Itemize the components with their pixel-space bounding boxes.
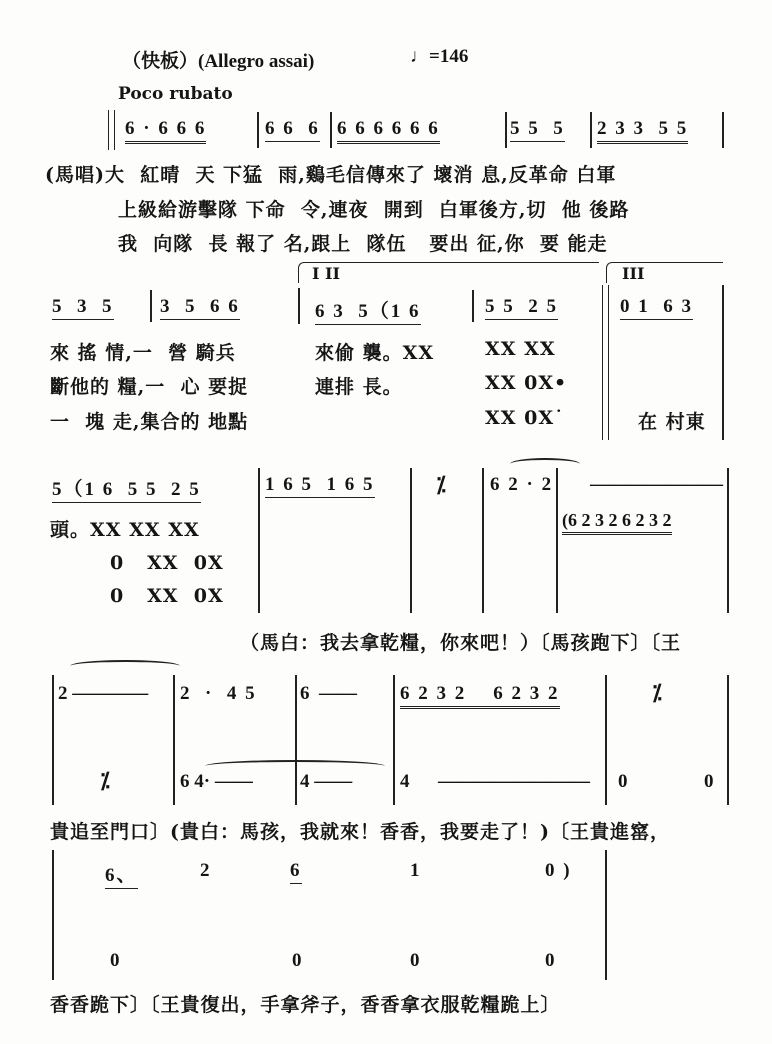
measure: 6 · 6 6 6 <box>125 118 206 144</box>
lyric: 連排 長。 <box>315 376 403 398</box>
barline <box>556 468 558 613</box>
measure: 0 1 6 3 <box>620 296 693 320</box>
measure: 3 5 6 6 <box>160 296 240 320</box>
metronome-mark: ♩=146 <box>410 46 469 67</box>
measure: 6 4· —— <box>180 771 253 792</box>
volta-label: I II <box>312 264 341 283</box>
lyric: 一 塊 走,集合的 地點 <box>50 411 249 433</box>
repeat-measure-sign: ⁒ <box>652 680 664 705</box>
lyric: 0 XX 0X <box>110 585 224 607</box>
barline <box>150 290 152 322</box>
measure: 6 2 · 2 <box>490 474 554 495</box>
stage-direction: 貴追至門口〕(貴白：馬孩，我就來！香香，我要走了！)〔王貴進窰， <box>50 821 670 843</box>
barline <box>295 675 297 805</box>
barline <box>605 675 607 805</box>
measure: 4 —— <box>300 771 353 792</box>
repeat-measure-sign: ⁒ <box>100 768 112 793</box>
lyric: 來偷 襲。XX <box>315 342 435 364</box>
measure: 2 · 4 5 <box>180 683 257 704</box>
measure: 6 6 6 6 6 6 <box>337 118 440 144</box>
rest: 0 <box>110 950 122 971</box>
barline <box>472 290 474 322</box>
measure: ——————— <box>590 474 723 495</box>
measure: 4 ———————— <box>400 771 590 792</box>
lyric: XX 0X˙ <box>485 407 565 429</box>
measure: 6 3 5（1 6 <box>315 296 421 325</box>
stage-direction: 香香跪下〕〔王貴復出，手拿斧子，香香拿衣服乾糧跪上〕 <box>50 994 561 1016</box>
measure: 5 3 5 <box>52 296 114 320</box>
tie <box>510 458 580 470</box>
lyric: 來 搖 情,一 營 騎兵 <box>50 342 236 364</box>
lyric-verse-2: 上級給游擊隊 下命 令,連夜 開到 白軍後方,切 他 後路 <box>118 199 630 221</box>
lyric: 頭。XX XX XX <box>50 519 200 541</box>
measure: 5（1 6 5 5 2 5 <box>52 474 201 503</box>
lyric: XX 0X• <box>485 372 568 394</box>
barline <box>173 675 175 805</box>
lyric: 在 村東 <box>638 411 706 433</box>
repeat-start-barline <box>108 110 115 150</box>
repeat-measure-sign: ⁒ <box>436 472 448 497</box>
barline <box>52 850 54 980</box>
barline <box>482 468 484 613</box>
note: 1 <box>410 860 422 881</box>
measure: 6 2 3 2 6 2 3 2 <box>400 683 560 709</box>
barline <box>257 112 259 148</box>
note: 2 <box>200 860 212 881</box>
rest: 0 <box>704 771 716 792</box>
measure: 6 —— <box>300 683 357 704</box>
measure: 5 5 5 <box>510 118 565 142</box>
tempo-marking: （快板）(Allegro assai) <box>122 51 315 72</box>
lyric: 0 XX 0X <box>110 552 224 574</box>
barline <box>410 468 412 613</box>
expression-marking: Poco rubato <box>118 84 233 104</box>
note: 0 ) <box>545 860 572 881</box>
rest: 0 <box>545 950 557 971</box>
barline <box>330 112 332 148</box>
volta-bracket <box>298 262 599 283</box>
measure: 2 ———— <box>58 683 149 704</box>
measure: 2 3 3 5 5 <box>597 118 688 144</box>
barline <box>298 288 300 324</box>
volta-label: III <box>622 264 645 283</box>
barline <box>52 675 54 805</box>
accompaniment: (6 2 3 2 6 2 3 2 <box>562 510 672 535</box>
note: 6 <box>290 860 302 884</box>
barline <box>258 468 260 613</box>
barline <box>722 285 724 440</box>
barline <box>722 112 724 148</box>
barline <box>605 850 607 980</box>
lyric: 斷他的 糧,一 心 要捉 <box>50 376 249 398</box>
lyric-verse-1: (馬唱)大 紅晴 天 下猛 雨,鷄毛信傳來了 壞消 息,反革命 白軍 <box>45 164 617 186</box>
stage-direction: （馬白：我去拿乾糧，你來吧！）〔馬孩跑下〕〔王 <box>240 632 682 654</box>
barline <box>505 112 507 148</box>
barline <box>727 468 729 613</box>
rest: 0 <box>618 771 630 792</box>
tie <box>70 660 180 672</box>
repeat-end-barline <box>602 285 609 440</box>
lyric-verse-3: 我 向隊 長 報了 名,跟上 隊伍 要出 征,你 要 能走 <box>118 233 608 255</box>
rest: 0 <box>410 950 422 971</box>
barline <box>393 675 395 805</box>
lyric: XX XX <box>485 338 556 360</box>
note: 6、 <box>105 860 138 889</box>
barline <box>590 112 592 148</box>
measure: 5 5 2 5 <box>485 296 558 320</box>
rest: 0 <box>292 950 304 971</box>
measure: 6 6 6 <box>265 118 320 142</box>
measure: 1 6 5 1 6 5 <box>265 474 375 498</box>
barline <box>727 675 729 805</box>
